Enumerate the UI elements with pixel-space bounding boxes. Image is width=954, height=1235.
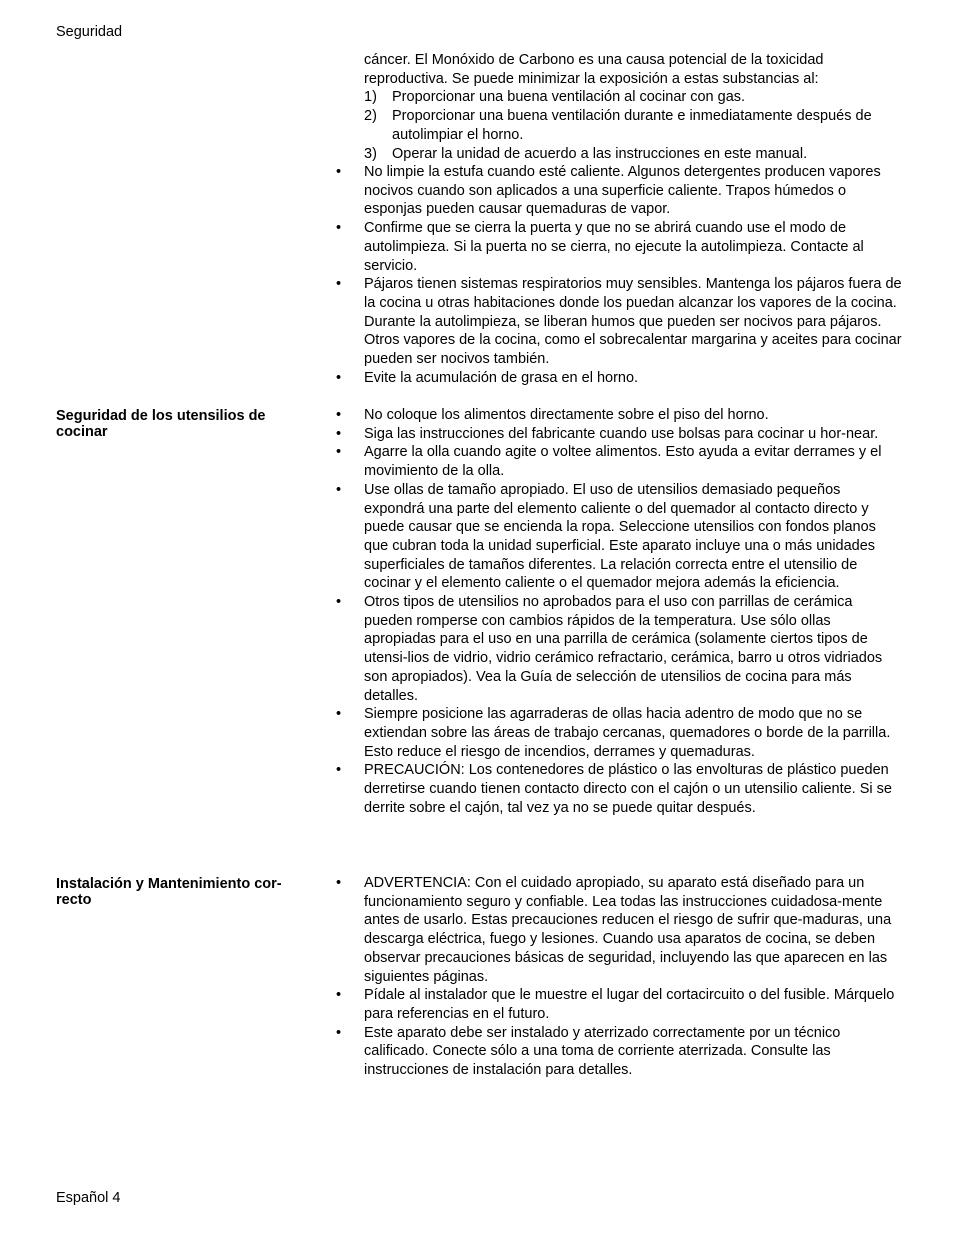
bullet-icon: • [336, 1024, 342, 1041]
list-item [336, 874, 904, 986]
item-text: PRECAUCIÓN: Los contenedores de plástico o las envolturas de plástico pueden derretirse cuando tienen contacto directo con el cajón o un utensilio caliente. Si se derrite sobre el cajón, tal vez ya no se puede quitar después. [364, 762, 892, 816]
bullet-icon: • [336, 220, 342, 237]
item-text: Evite la acumulación de grasa en el horno. [364, 369, 639, 386]
list-item [336, 219, 904, 275]
list-item [336, 443, 904, 480]
list-item [336, 163, 904, 219]
item-text: Operar la unidad de acuerdo a las instrucciones en este manual. [392, 145, 808, 162]
intro-paragraph: cáncer. El Monóxido de Carbono es una causa potencial de la toxicidad reproductiva. Se puede minimizar la exposición a estas substancias al: [364, 52, 824, 87]
running-head: Seguridad [56, 24, 123, 40]
item-text: No coloque los alimentos directamente sobre el piso del horno. [364, 407, 769, 423]
list-item [336, 1024, 904, 1080]
bullet-icon: • [336, 444, 342, 461]
bullet-icon: • [336, 481, 342, 498]
bullet-icon: • [336, 425, 342, 442]
bullet-icon: • [336, 762, 342, 779]
item-number: 1) [364, 89, 377, 106]
item-text: Siempre posicione las agarraderas de ollas hacia adentro de modo que no se extiendan sobre las áreas de trabajo cercanas, quemadores o borde de la parrilla. Esto reduce el riesgo de incendios, derrames y quemaduras. [364, 706, 891, 760]
bullet-icon: • [336, 594, 342, 611]
bullet-icon: • [336, 987, 342, 1004]
cookware-bullet-list [336, 406, 904, 817]
page-footer: Español 4 [56, 1190, 121, 1206]
numbered-item [364, 145, 904, 164]
item-text: ADVERTENCIA: Con el cuidado apropiado, su aparato está diseñado para un funcionamiento seguro y confiable. Lea todas las instrucciones cuidadosa-mente antes de usarlo. Estas precauciones reducen el riesgo de sufrir que-maduras, una descarga eléctrica, fuego y lesiones. Cuando usa aparatos de cocina, se deben observar precauciones básicas de seguridad, incluyendo las que aparecen en las siguientes páginas. [364, 875, 892, 985]
list-item [336, 369, 904, 388]
numbered-list [364, 88, 904, 163]
intro-bullet-list [336, 163, 904, 387]
section-title-installation: Instalación y Mantenimiento cor-recto [56, 876, 282, 908]
bullet-icon: • [336, 276, 342, 293]
list-item [336, 593, 904, 705]
numbered-item [364, 107, 904, 144]
numbered-item [364, 88, 904, 107]
list-item [336, 481, 904, 593]
intro-block [364, 51, 904, 163]
item-number: 3) [364, 145, 377, 162]
item-text: Pídale al instalador que le muestre el lugar del cortacircuito o del fusible. Márquelo para referencias en el futuro. [364, 987, 895, 1022]
item-text: Pájaros tienen sistemas respiratorios muy sensibles. Mantenga los pájaros fuera de la cocina u otras habitaciones donde los puedan alcanzar los vapores de la cocina. Durante la autolimpieza, se liberan humos que pueden ser nocivos para pájaros. Otros vapores de la cocina, como el sobrecalentar margarina y aceites para cocinar pueden ser nocivos también. [364, 276, 902, 368]
list-item [336, 705, 904, 761]
bullet-icon: • [336, 164, 342, 180]
item-text: Proporcionar una buena ventilación durante e inmediatamente después de autolimpiar el horno. [392, 108, 872, 143]
item-number: 2) [364, 108, 377, 125]
item-text: Use ollas de tamaño apropiado. El uso de utensilios demasiado pequeños expondrá una parte del elemento caliente o del quemador al contacto directo y puede causar que se encienda la ropa. Seleccione utensilios con fondos planos que cubran toda la unidad superficial. Este aparato incluye una o más unidades superficiales de tamaños diferentes. La relación correcta entre el utensilio de cocinar y el elemento caliente o el quemador mejora además la eficiencia. [364, 481, 876, 592]
bullet-icon: • [336, 407, 342, 423]
list-item [336, 406, 904, 425]
item-text: Confirme que se cierra la puerta y que no se abrirá cuando use el modo de autolimpieza. Si la puerta no se cierra, no ejecute la autolimpieza. Contacte al servicio. [364, 220, 864, 274]
list-item [336, 275, 904, 369]
item-text: Siga las instrucciones del fabricante cuando use bolsas para cocinar u hor-near. [364, 425, 879, 442]
bullet-icon: • [336, 706, 342, 723]
list-item [336, 986, 904, 1023]
bullet-icon: • [336, 369, 342, 386]
installation-bullet-list [336, 874, 904, 1080]
list-item [336, 761, 904, 817]
bullet-icon: • [336, 875, 342, 891]
item-text: Agarre la olla cuando agite o voltee alimentos. Esto ayuda a evitar derrames y el movimiento de la olla. [364, 444, 882, 480]
section-title-cookware: Seguridad de los utensilios de cocinar [56, 408, 266, 440]
item-text: Otros tipos de utensilios no aprobados para el uso con parrillas de cerámica pueden romperse con cambios rápidos de la temperatura. Use sólo ollas apropiadas para el uso en una parrilla de cerámica (solamente ciertos tipos de utensi-lios de vidrio, vidrio cerámico refractario, cerámica, barro u otros vidriados son apropiados). Vea la Guía de selección de utensilios de cocina para más detalles. [364, 594, 883, 704]
list-item [336, 425, 904, 444]
item-text: Proporcionar una buena ventilación al cocinar con gas. [392, 89, 746, 106]
item-text: No limpie la estufa cuando esté caliente. Algunos detergentes producen vapores nocivos cuando son aplicados a una superficie caliente. Trapos húmedos o esponjas pueden causar quemaduras de vapor. [364, 164, 881, 218]
item-text: Este aparato debe ser instalado y aterrizado correctamente por un técnico calificado. Conecte sólo a una toma de corriente aterrizada. Consulte las instrucciones de instalación para detalles. [364, 1024, 841, 1079]
